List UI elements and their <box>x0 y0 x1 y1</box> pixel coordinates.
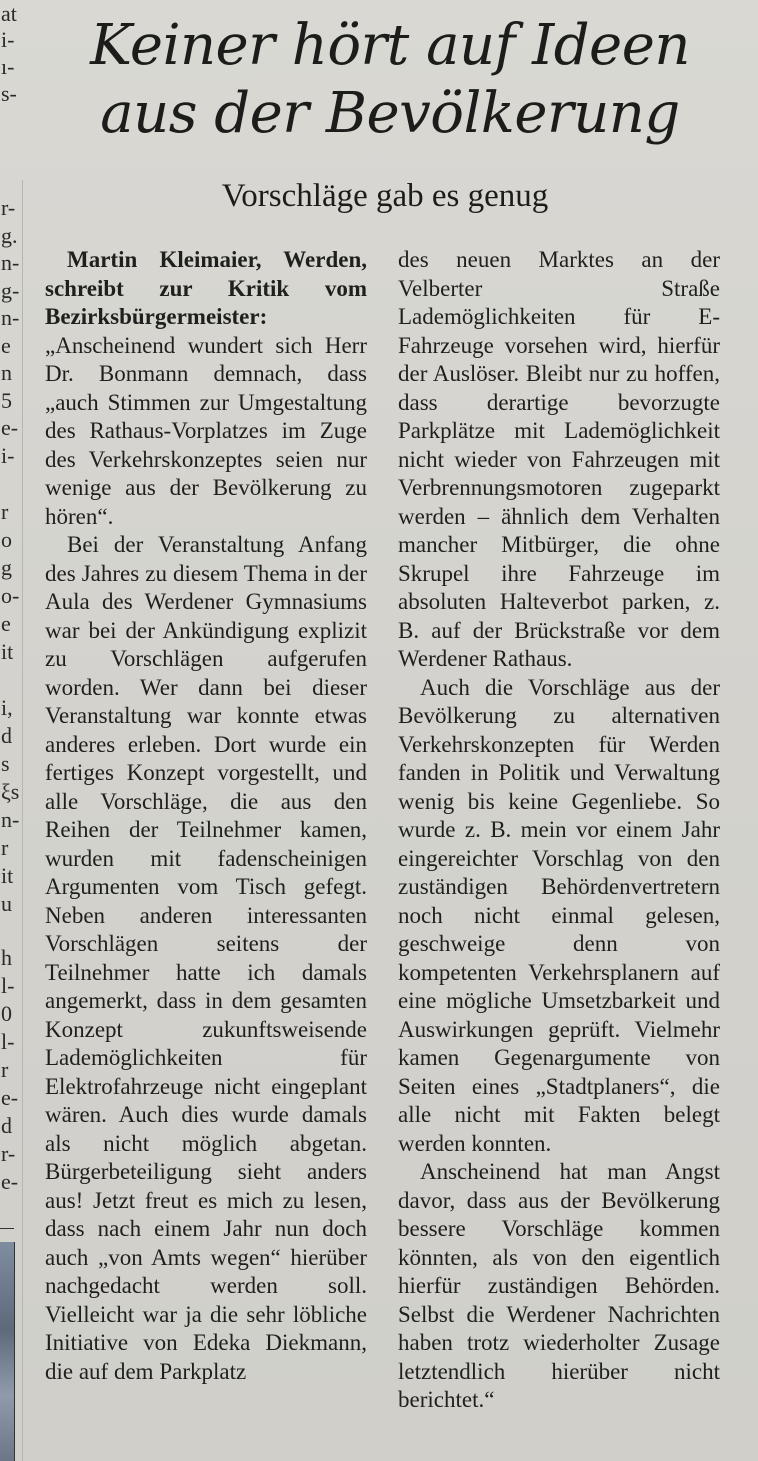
fragment-line: e- <box>1 415 19 440</box>
adjacent-article-fragment <box>0 0 22 1461</box>
fragment-line: r- <box>1 1141 16 1166</box>
fragment-line: i- <box>1 27 15 52</box>
fragment-line: e- <box>1 1169 19 1194</box>
fragment-line: i, <box>1 695 13 720</box>
fragment-line: r <box>1 499 9 524</box>
fragment-line: e <box>1 611 11 636</box>
fragment-line: i- <box>1 443 15 468</box>
fragment-line: ξs <box>1 779 20 804</box>
article-column-right <box>398 246 720 1415</box>
fragment-line: u <box>1 891 12 916</box>
column-divider <box>22 180 23 1461</box>
article-paragraph: Auch die Vorschläge aus der Bevölkerung zu alternativen Verkehrskonzepten für Werden fanden in Politik und Verwaltung wenig bis keine Gegenliebe. So wurde z. B. mein vor einem Jahr eingereichter Vorschlag von den zuständigen Behördenvertretern noch nicht einmal gelesen, geschweige denn von kompetenten Verkehrsplanern auf eine mögliche Umsetzbarkeit und Auswirkungen geprüft. Vielmehr kamen Gegenargumente von Seiten eines „Stadtplaners“, die alle nicht mit Fakten belegt werden konnten. <box>398 674 720 1156</box>
fragment-line: g- <box>1 278 20 303</box>
article-paragraph: Bei der Veranstaltung Anfang des Jahres zu diesem Thema in der Aula des Werdener Gymnasiums war bei der Ankündigung explizit zu Vorschlägen aufgerufen worden. Wer dann bei dieser Veranstaltung war konnte etwas anderes erleben. Dort wurde ein fertiges Konzept vorgestellt, und alle Vorschläge, die aus den Reihen der Teilnehmer kamen, wurden mit fadenscheinigen Argumenten vom Tisch gefegt. Neben anderen interessanten Vorschlägen seitens der Teilnehmer hatte ich damals angemerkt, dass in dem gesamten Konzept zukunftsweisende Lademöglichkeiten für Elektrofahrzeuge nicht eingeplant wären. Auch dies wurde damals als nicht möglich abgetan. Bürgerbeteiligung sieht anders aus! Jetzt freut es mich zu lesen, dass nach einem Jahr nun doch auch „von Amts wegen“ hierüber nachgedacht werden soll. Vielleicht war ja die sehr löbliche Initiative von Edeka Diekmann, die auf dem Parkplatz <box>45 532 367 1384</box>
fragment-line: n- <box>1 250 20 275</box>
fragment-line: l- <box>1 973 15 998</box>
article-subheadline: Vorschläge gab es genug <box>221 178 549 214</box>
fragment-line: r- <box>1 195 16 220</box>
letter-author-intro: Martin Kleimaier, Werden, schreibt zur Kritik vom Bezirksbürgermeister: <box>45 247 367 329</box>
article-paragraph: Anscheinend hat man Angst davor, dass aus der Bevölkerung bessere Vorschläge kommen könnten, als von den eigentlich hierfür zuständigen Behörden. Selbst die Werdener Nachrichten haben trotz wiederholter Zusage letztendlich hierüber nicht berichtet.“ <box>398 1159 720 1412</box>
fragment-line: h <box>1 945 12 970</box>
fragment-line: it <box>1 863 14 888</box>
fragment-line: g <box>1 555 12 580</box>
fragment-line: l- <box>1 1029 15 1054</box>
fragment-line: d <box>1 723 12 748</box>
fragment-line: ı- <box>1 54 15 79</box>
fragment-line: r <box>1 835 9 860</box>
fragment-rule <box>0 1228 14 1229</box>
adjacent-photo <box>0 1242 15 1461</box>
fragment-line: s- <box>1 81 17 106</box>
fragment-line: n- <box>1 807 20 832</box>
fragment-line: 5 <box>1 388 12 413</box>
fragment-line: n <box>1 360 12 385</box>
fragment-line: o <box>1 527 12 552</box>
fragment-line: r <box>1 1057 9 1082</box>
fragment-line: at <box>1 1 17 26</box>
article-paragraph: des neuen Marktes an der Velberter Straße Lademöglichkeiten für E-Fahrzeuge vorsehen wird, hierfür der Auslöser. Bleibt nur zu hoffen, dass derartige bevorzugte Parkplätze mit Lademöglichkeit nicht wieder von Fahrzeugen mit Verbrennungsmotoren zugeparkt werden – ähnlich dem Verhalten mancher Mitbürger, die ohne Skrupel ihre Fahrzeuge im absoluten Halteverbot parken, z. B. auf der Brückstraße vor dem Werdener Rathaus. <box>398 247 720 671</box>
fragment-line: 0 <box>1 1001 12 1026</box>
fragment-line: s <box>1 751 10 776</box>
article-column-left <box>45 246 367 1386</box>
article-paragraph: „Anscheinend wundert sich Herr Dr. Bonmann demnach, dass „auch Stimmen zur Umgestaltung des Rathaus-Vorplatzes im Zuge des Verkehrskonzeptes seien nur wenige aus der Bevölkerung zu hören“. <box>45 332 367 529</box>
fragment-line: it <box>1 639 14 664</box>
fragment-line: n- <box>1 305 20 330</box>
fragment-line: g. <box>1 223 18 248</box>
fragment-line: o- <box>1 583 20 608</box>
article-headline: Keiner hört auf Ideen aus der Bevölkerung <box>90 13 690 146</box>
fragment-line: d <box>1 1113 12 1138</box>
fragment-line: e <box>1 333 11 358</box>
fragment-line: e- <box>1 1085 19 1110</box>
